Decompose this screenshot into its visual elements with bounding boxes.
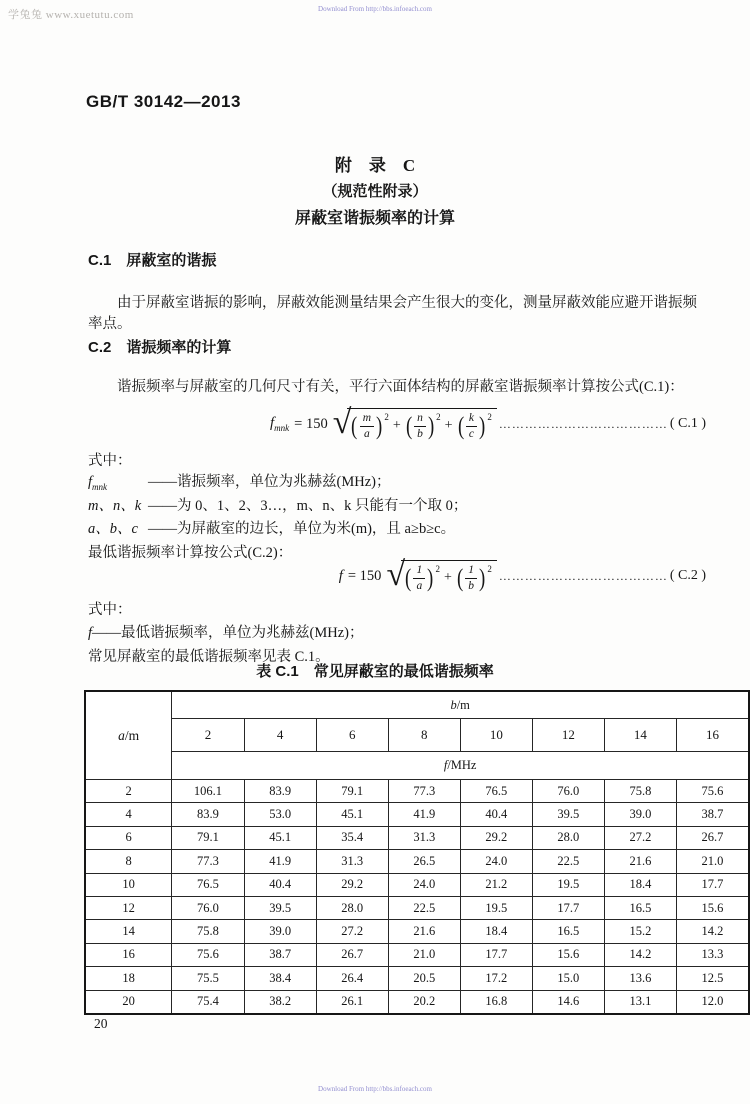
freq-cell: 20.5	[388, 967, 460, 990]
freq-cell: 21.6	[388, 920, 460, 943]
row-header-a: 14	[85, 920, 172, 943]
watermark-top-left: 学兔兔 www.xuetutu.com	[8, 9, 134, 21]
fraction-1-b: $\frac{1}{b}$	[465, 564, 477, 592]
freq-cell: 106.1	[172, 780, 244, 803]
freq-cell: 29.2	[460, 826, 532, 849]
freq-cell: 26.4	[316, 967, 388, 990]
freq-cell: 83.9	[244, 780, 316, 803]
appendix-title: 附 录 C	[334, 156, 416, 175]
paren-close: )	[479, 564, 486, 592]
freq-cell: 27.2	[316, 920, 388, 943]
section-c2-paragraph: 谐振频率与屏蔽室的几何尺寸有关，平行六面体结构的屏蔽室谐振频率计算按公式(C.1)：	[117, 379, 684, 395]
fraction-n-b: $\frac{n}{b}$	[414, 412, 426, 440]
section-c1-heading: C.1 屏蔽室的谐振	[88, 252, 217, 269]
square-root	[332, 404, 497, 441]
standard-number: GB/T 30142—2013	[86, 92, 241, 111]
fraction-k-c: $\frac{k}{c}$	[466, 412, 477, 440]
freq-cell: 13.3	[676, 943, 749, 966]
b-value-header-row	[85, 719, 749, 752]
col-group-header: b/m	[172, 691, 749, 719]
freq-cell: 39.0	[244, 920, 316, 943]
freq-cell: 27.2	[604, 826, 676, 849]
freq-cell: 41.9	[388, 803, 460, 826]
paren-open: (	[456, 564, 464, 592]
col-header: 6	[316, 719, 388, 752]
table-row	[85, 990, 749, 1014]
freq-cell: 28.0	[532, 826, 604, 849]
freq-cell: 22.5	[388, 896, 460, 919]
formula-c1	[88, 398, 706, 450]
def-abc: a、b、c ——为屏蔽室的边长，单位为米(m)，且 a≥b≥c。	[88, 521, 456, 537]
row-header-a: 12	[85, 896, 172, 919]
freq-cell: 24.0	[388, 873, 460, 896]
radical-icon: √	[332, 404, 352, 441]
table-row	[85, 920, 749, 943]
freq-cell: 14.2	[604, 943, 676, 966]
freq-cell: 75.8	[604, 780, 676, 803]
exponent: 2	[487, 412, 492, 422]
freq-cell: 79.1	[172, 826, 244, 849]
freq-cell: 18.4	[604, 873, 676, 896]
plus-sign: +	[392, 418, 401, 433]
freq-cell: 38.4	[244, 967, 316, 990]
frequency-table	[84, 690, 750, 1015]
freq-cell: 13.6	[604, 967, 676, 990]
square-root	[386, 556, 496, 593]
freq-cell: 38.7	[676, 803, 749, 826]
freq-cell: 77.3	[388, 780, 460, 803]
row-header-a: 8	[85, 850, 172, 873]
exponent: 2	[436, 412, 441, 422]
freq-cell: 29.2	[316, 873, 388, 896]
row-header-a: 20	[85, 990, 172, 1014]
table-reference-note: 常见屏蔽室的最低谐振频率见表 C.1。	[88, 649, 330, 665]
freq-cell: 21.6	[604, 850, 676, 873]
freq-cell: 53.0	[244, 803, 316, 826]
radical-icon: √	[386, 556, 406, 593]
freq-cell: 76.0	[532, 780, 604, 803]
exponent: 2	[384, 412, 389, 422]
formula-c2-expression	[338, 556, 497, 593]
col-header: 4	[244, 719, 316, 752]
paren-close: )	[427, 412, 435, 440]
freq-cell: 28.0	[316, 896, 388, 919]
paren-close: )	[427, 564, 434, 592]
formula-c1-label: ( C.1 )	[669, 416, 706, 431]
section-c2-heading: C.2 谐振频率的计算	[88, 339, 232, 356]
freq-cell: 35.4	[316, 826, 388, 849]
freq-cell: 21.0	[676, 850, 749, 873]
table-row	[85, 967, 749, 990]
freq-cell: 75.6	[172, 943, 244, 966]
formula-c2-lhs: f	[338, 567, 343, 584]
radicand	[347, 408, 496, 440]
freq-cell: 75.5	[172, 967, 244, 990]
def-f: f——最低谐振频率，单位为兆赫兹(MHz)；	[88, 625, 364, 641]
freq-cell: 75.4	[172, 990, 244, 1014]
watermark-bottom-center: Download From http://bbs.infoeach.com	[318, 1085, 432, 1093]
freq-cell: 26.7	[676, 826, 749, 849]
freq-cell: 12.0	[676, 990, 749, 1014]
appendix-topic-title: 屏蔽室谐振频率的计算	[294, 210, 455, 227]
freq-cell: 24.0	[460, 850, 532, 873]
freq-cell: 83.9	[172, 803, 244, 826]
row-header-a: 4	[85, 803, 172, 826]
equals-coefficient: = 150	[294, 415, 328, 432]
paren-close: )	[479, 412, 486, 440]
freq-cell: 76.5	[172, 873, 244, 896]
freq-cell: 75.6	[676, 780, 749, 803]
corner-header: a/m	[85, 691, 172, 780]
freq-cell: 15.6	[676, 896, 749, 919]
freq-cell: 31.3	[316, 850, 388, 873]
col-header: 14	[604, 719, 676, 752]
freq-cell: 26.1	[316, 990, 388, 1014]
table-row	[85, 850, 749, 873]
table-row	[85, 826, 749, 849]
col-header: 8	[388, 719, 460, 752]
freq-cell: 31.3	[388, 826, 460, 849]
freq-cell: 13.1	[604, 990, 676, 1014]
freq-cell: 16.8	[460, 990, 532, 1014]
leader-dots: …………………………………	[498, 416, 668, 431]
freq-cell: 15.6	[532, 943, 604, 966]
freq-cell: 15.0	[532, 967, 604, 990]
equals-coefficient: = 150	[347, 567, 382, 584]
appendix-subtitle: （规范性附录）	[322, 184, 428, 200]
freq-cell: 18.4	[460, 920, 532, 943]
freq-cell: 75.8	[172, 920, 244, 943]
freq-cell: 21.2	[460, 873, 532, 896]
table-row	[85, 873, 749, 896]
radicand	[401, 560, 497, 592]
table-caption: 表 C.1 常见屏蔽室的最低谐振频率	[256, 663, 494, 680]
row-header-a: 16	[85, 943, 172, 966]
where-c1-lead: 式中：	[88, 453, 132, 469]
table-row	[85, 943, 749, 966]
freq-cell: 39.5	[532, 803, 604, 826]
def-fmnk: $f_{mnk}$ ——谐振频率，单位为兆赫兹(MHz)；	[88, 474, 391, 492]
freq-cell: 38.7	[244, 943, 316, 966]
page-number: 20	[94, 1016, 108, 1031]
paren-open: (	[457, 412, 464, 440]
freq-cell: 17.7	[460, 943, 532, 966]
row-header-a: 18	[85, 967, 172, 990]
table-row	[85, 803, 749, 826]
freq-cell: 40.4	[244, 873, 316, 896]
freq-cell: 16.5	[604, 896, 676, 919]
freq-cell: 16.5	[532, 920, 604, 943]
table-row	[85, 896, 749, 919]
formula-c2	[88, 551, 706, 601]
freq-cell: 76.0	[172, 896, 244, 919]
col-header: 16	[676, 719, 749, 752]
freq-cell: 17.7	[676, 873, 749, 896]
formula-c1-expression	[269, 404, 497, 441]
freq-cell: 17.2	[460, 967, 532, 990]
plus-sign: +	[444, 418, 453, 433]
freq-cell: 40.4	[460, 803, 532, 826]
row-header-a: 10	[85, 873, 172, 896]
freq-cell: 39.0	[604, 803, 676, 826]
freq-cell: 17.7	[532, 896, 604, 919]
section-c1-paragraph: 由于屏蔽室谐振的影响，屏蔽效能测量结果会产生很大的变化，测量屏蔽效能应避开谐振频率点。	[88, 295, 697, 333]
paren-open: (	[405, 412, 413, 440]
lowest-frequency-note: 最低谐振频率计算按公式(C.2)：	[88, 545, 293, 561]
table-body	[85, 780, 749, 1014]
unit-header: f/MHz	[172, 752, 749, 780]
freq-cell: 76.5	[460, 780, 532, 803]
freq-cell: 14.6	[532, 990, 604, 1014]
formula-c1-lhs: $f_{mnk}$	[269, 415, 290, 433]
row-header-a: 2	[85, 780, 172, 803]
freq-cell: 45.1	[316, 803, 388, 826]
paren-open: (	[405, 564, 412, 592]
col-header: 10	[460, 719, 532, 752]
leader-dots: …………………………………	[498, 568, 668, 583]
table-row	[85, 780, 749, 803]
freq-cell: 77.3	[172, 850, 244, 873]
def-mnk: m、n、k ——为 0、1、2、3…，m、n、k 只能有一个取 0；	[88, 498, 468, 514]
freq-cell: 19.5	[460, 896, 532, 919]
freq-cell: 19.5	[532, 873, 604, 896]
freq-cell: 26.5	[388, 850, 460, 873]
fraction-m-a: $\frac{m}{a}$	[360, 412, 374, 440]
paren-open: (	[351, 412, 358, 440]
freq-cell: 79.1	[316, 780, 388, 803]
freq-cell: 22.5	[532, 850, 604, 873]
watermark-top-center: Download From http://bbs.infoeach.com	[318, 5, 432, 13]
exponent: 2	[435, 564, 441, 574]
where-c2-lead: 式中：	[88, 602, 132, 618]
fraction-1-a: $\frac{1}{a}$	[413, 564, 425, 592]
freq-cell: 20.2	[388, 990, 460, 1014]
freq-cell: 12.5	[676, 967, 749, 990]
row-header-a: 6	[85, 826, 172, 849]
col-header: 12	[532, 719, 604, 752]
plus-sign: +	[444, 570, 452, 585]
exponent: 2	[487, 564, 492, 574]
freq-cell: 21.0	[388, 943, 460, 966]
paren-close: )	[376, 412, 383, 440]
formula-c2-label: ( C.2 )	[669, 568, 706, 583]
freq-cell: 39.5	[244, 896, 316, 919]
freq-cell: 41.9	[244, 850, 316, 873]
freq-cell: 38.2	[244, 990, 316, 1014]
freq-cell: 15.2	[604, 920, 676, 943]
freq-cell: 45.1	[244, 826, 316, 849]
freq-cell: 14.2	[676, 920, 749, 943]
freq-cell: 26.7	[316, 943, 388, 966]
col-header: 2	[172, 719, 244, 752]
